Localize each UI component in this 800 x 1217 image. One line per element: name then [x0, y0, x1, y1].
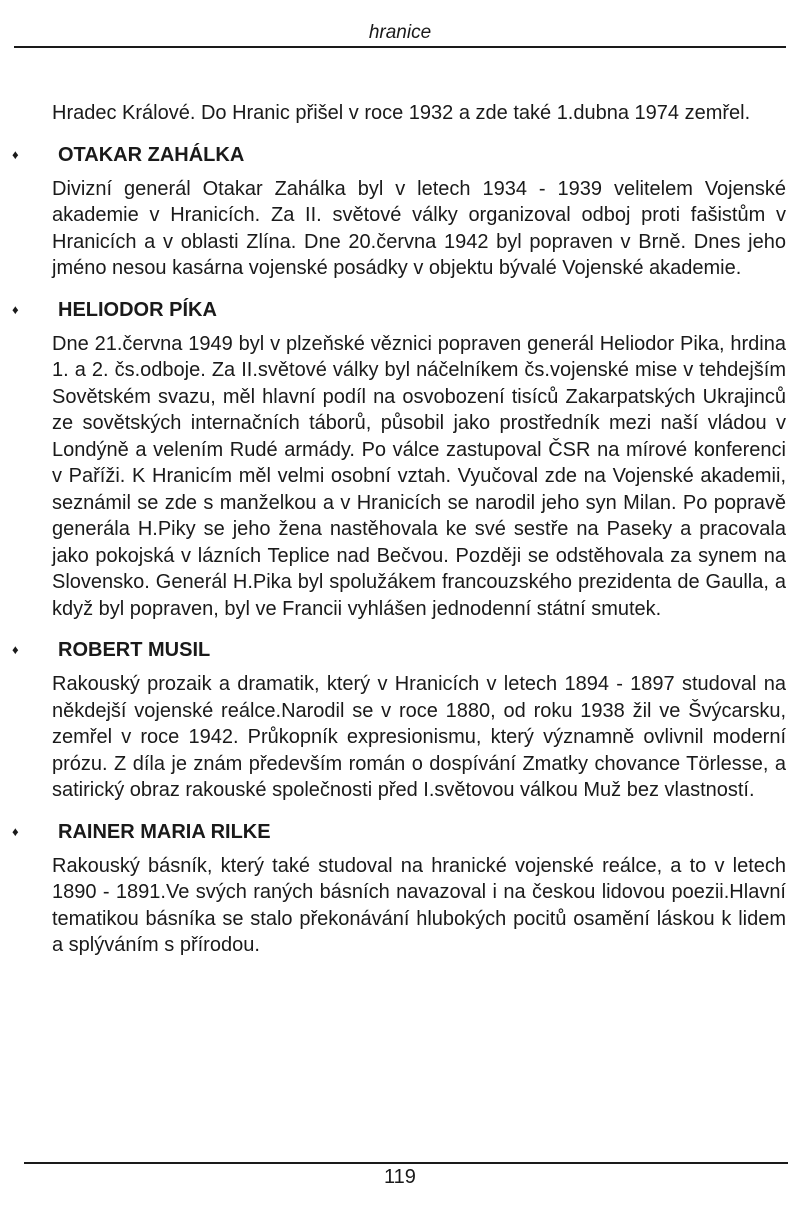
section-heading [12, 637, 786, 663]
section-title: HELIODOR PÍKA [58, 298, 217, 321]
diamond-bullet-icon: ♦ [12, 146, 19, 162]
section-text: Divizní generál Otakar Zahálka byl v letech 1934 - 1939 velitelem Vojenské akademie v Hranicích. Za II. světové války organizoval odboj proti fašistům v Hranicích a v oblasti Zlína. Dne 20.června 1942 byl popraven v Brně. Dnes jeho jméno nesou kasárna vojenské posádky v objektu bývalé Vojenské akademie. [52, 177, 786, 279]
section-rainer-maria-rilke [12, 819, 786, 959]
section-heliodor-pika [12, 297, 786, 623]
section-title: ROBERT MUSIL [58, 639, 211, 661]
section-text: Rakouský básník, který také studoval na hranické vojenské reálce, a to v letech 1890 - 1891.Ve svých raných básních navazoval i na českou lidovou poezii.Hlavní tematikou básníka se stalo překonávání hlubokých pocitů osamění láskou k lidem a splýváním s přírodou. [52, 854, 786, 956]
running-header: hranice [368, 22, 432, 43]
header-rule [14, 46, 786, 48]
section-robert-musil [12, 637, 786, 804]
diamond-bullet-icon: ♦ [12, 642, 19, 657]
page-number: 119 [384, 1166, 416, 1188]
section-heading [12, 142, 786, 168]
section-text: Dne 21.června 1949 byl v plzeňské věznici popraven generál Heliodor Pika, hrdina 1. a 2. čs.odboje. Za II.světové války byl náčelníkem čs.vojenské mise v tehdejším Sovětském svazu, měl hlavní podíl na osvobození tisíců Zakarpatských Ukrajinců ze sovětských internačních táborů, působil jako prostředník mezi naší vládou v Londýně a velením Rudé armády. Po válce zastupoval ČSR na mírové konferenci v Paříži. K Hranicím měl velmi osobní vztah. Vyučoval zde na Vojenské akademii, seznámil se zde s manželkou a v Hranicích se narodil jeho syn Milan. Po popravě generála H.Piky se jeho žena nastěhovala ke své sestře na Paseky a pracovala jako pokojská v lázních Teplice nad Bečvou. Později se odstěhovala za synem na Slovensko. Generál H.Pika byl spolužákem francouzského prezidenta de Gaulla, a když byl popraven, byl ve Francii vyhlášen jednodenní státní smutek. [52, 332, 786, 620]
section-title: OTAKAR ZAHÁLKA [58, 143, 245, 166]
page-content [12, 100, 786, 959]
section-title: RAINER MARIA RILKE [58, 820, 271, 843]
section-otakar-zahalka [12, 142, 786, 282]
section-text: Rakouský prozaik a dramatik, který v Hranicích v letech 1894 - 1897 studoval na někdejší vojenské reálce.Narodil se v roce 1880, od roku 1938 žil ve Švýcarsku, zemřel v roce 1942. Průkopník expresionismu, který významně ovlivnil moderní prózu. Z díla je znám především román o dospívání Zmatky chovance Törlesse, a satirický obraz rakouské společnosti před I.světovou válkou Muž bez vlastností. [52, 673, 786, 801]
section-heading [12, 819, 786, 845]
intro-paragraph: Hradec Králové. Do Hranic přišel v roce 1932 a zde také 1.dubna 1974 zemřel. [52, 102, 751, 124]
diamond-bullet-icon: ♦ [12, 823, 19, 839]
diamond-bullet-icon: ♦ [12, 301, 19, 317]
section-heading [12, 297, 786, 323]
footer-rule [24, 1162, 788, 1164]
